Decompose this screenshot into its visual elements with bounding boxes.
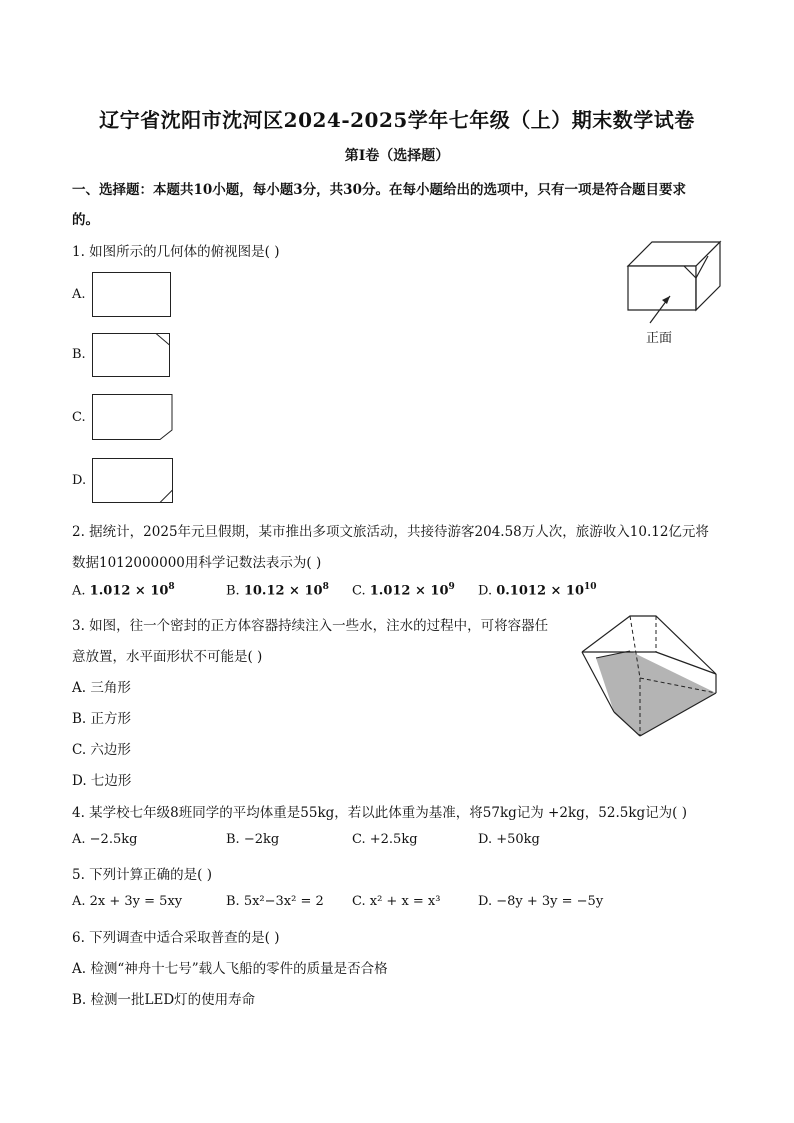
q2-stem-line-2: 数据1012000000用科学记数法表示为( ) bbox=[72, 555, 322, 571]
exam-title: 辽宁省沈阳市沈河区2024-2025学年七年级（上）期末数学试卷 bbox=[99, 108, 695, 132]
q6-option-b: B. 检测一批LED灯的使用寿命 bbox=[72, 992, 256, 1008]
q3-stem-line-1: 3. 如图，往一个密封的正方体容器持续注入一些水，注水的过程中，可将容器任 bbox=[72, 618, 549, 634]
q4-option-d: D. +50kg bbox=[478, 832, 540, 847]
q2-option-b: B. $10.12 \times 10^8$ bbox=[226, 582, 329, 599]
q1-option-d-label: D. bbox=[72, 473, 87, 488]
q3-option-b: B. 正方形 bbox=[72, 711, 132, 727]
q5-option-a: A. 2x + 3y = 5xy bbox=[72, 894, 183, 909]
q1-option-a-label: A. bbox=[72, 287, 86, 302]
instructions-line-2: 的。 bbox=[72, 212, 99, 228]
q1-solid-figure bbox=[622, 238, 732, 352]
q3-option-d: D. 七边形 bbox=[72, 773, 132, 789]
q1-stem: 1. 如图所示的几何体的俯视图是( ) bbox=[72, 244, 280, 260]
q1-option-b-label: B. bbox=[72, 347, 86, 362]
q3-stem-line-2: 意放置，水平面形状不可能是( ) bbox=[72, 649, 263, 665]
q5-option-b: B. 5x²−3x² = 2 bbox=[226, 894, 324, 909]
q4-option-c: C. +2.5kg bbox=[352, 832, 418, 847]
q5-option-c: C. x² + x = x³ bbox=[352, 894, 441, 909]
q4-option-b: B. −2kg bbox=[226, 832, 280, 847]
q1-option-b-figure bbox=[92, 333, 172, 383]
q4-option-a: A. −2.5kg bbox=[72, 832, 138, 847]
q3-cube-figure bbox=[578, 612, 726, 744]
q5-option-d: D. −8y + 3y = −5y bbox=[478, 894, 604, 909]
q2-option-a: A. $1.012 \times 10^8$ bbox=[72, 582, 175, 599]
instructions-line-1: 一、选择题：本题共10小题，每小题3分，共30分。在每小题给出的选项中，只有一项是符合题目要求 bbox=[72, 182, 686, 198]
q2-option-c: C. $1.012 \times 10^9$ bbox=[352, 582, 455, 599]
q3-option-c: C. 六边形 bbox=[72, 742, 131, 758]
q6-option-a: A. 检测“神舟十七号”载人飞船的零件的质量是否合格 bbox=[72, 961, 388, 977]
section-heading: 第I卷（选择题） bbox=[344, 148, 450, 164]
q1-option-c-label: C. bbox=[72, 410, 86, 425]
q2-option-d: D. $0.1012 \times 10^{10}$ bbox=[478, 582, 597, 599]
q1-option-a-figure bbox=[92, 272, 171, 317]
q1-figure-label: 正面 bbox=[646, 331, 673, 346]
q5-stem: 5. 下列计算正确的是( ) bbox=[72, 867, 212, 883]
q4-stem: 4. 某学校七年级8班同学的平均体重是55kg，若以此体重为基准，将57kg记为 +2kg，52.5kg记为( ) bbox=[72, 805, 687, 821]
q3-option-a: A. 三角形 bbox=[72, 680, 131, 696]
q1-option-c-figure bbox=[92, 394, 176, 446]
q6-stem: 6. 下列调查中适合采取普查的是( ) bbox=[72, 930, 280, 946]
q2-stem-line-1: 2. 据统计，2025年元旦假期，某市推出多项文旅活动，共接待游客204.58万人次，旅游收入10.12亿元将 bbox=[72, 524, 709, 540]
q1-option-d-figure bbox=[92, 458, 176, 510]
